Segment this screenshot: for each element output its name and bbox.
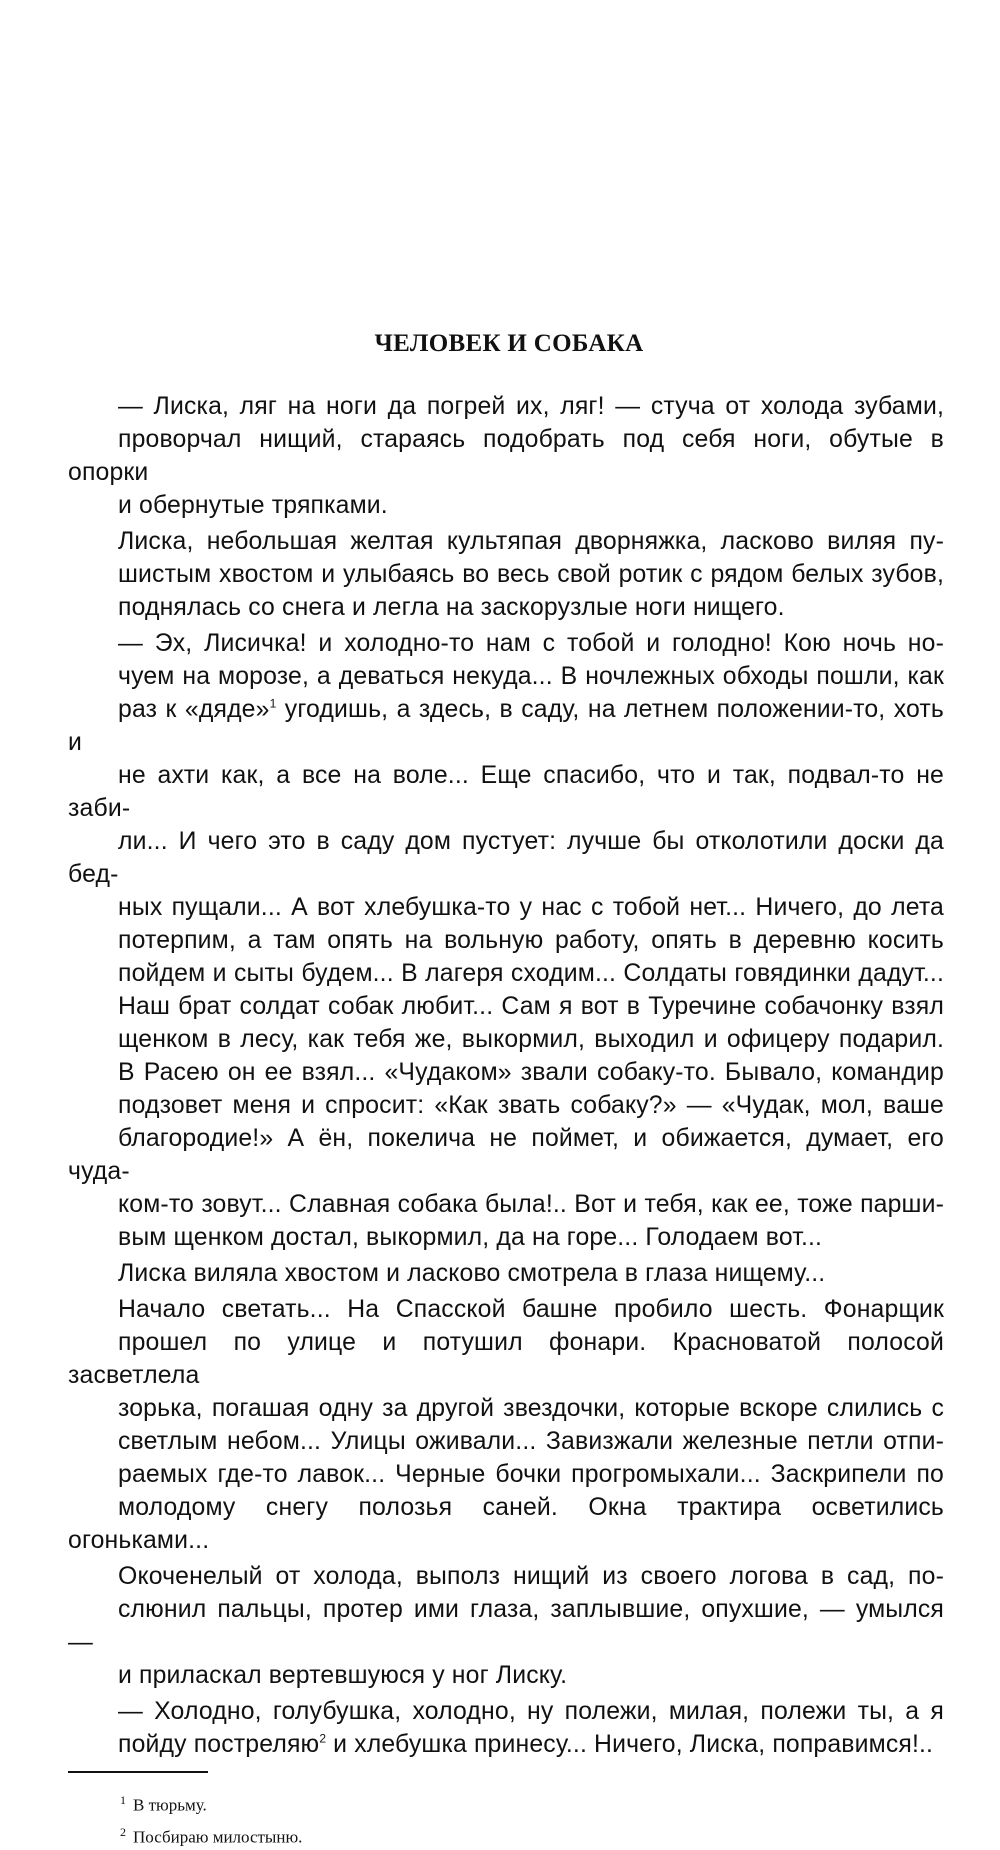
text-line: прошел по улице и потушил фонари. Красноватой полосой засветлела [68,1329,944,1389]
text-segment: угодишь, а здесь, в саду, на летнем положении-то, хоть и [68,696,944,756]
text-line: подзовет меня и спросит: «Как звать собаку?» — «Чудак, мол, ваше [118,1092,944,1119]
footnote-separator [68,1771,208,1773]
text-line: благородие!» А ён, покелича не поймет, и обижается, думает, его чуда- [68,1125,944,1185]
footnote [120,1787,944,1819]
footnote [120,1819,944,1850]
footnote-reference: 2 [319,1731,327,1746]
book-page [68,330,944,1850]
paragraph [68,1257,944,1290]
text-line: — Эх, Лисичка! и холодно-то нам с тобой и голодно! Кою ночь но- [118,630,944,657]
text-line: зорька, погашая одну за другой звездочки, которые вскоре слились с [118,1395,944,1422]
paragraph [68,1560,944,1692]
footnote-mark: 1 [120,1793,126,1807]
text-line: светлым небом... Улицы оживали... Завизжали железные петли отпи- [118,1428,944,1455]
text-line: и обернутые тряпками. [118,492,388,519]
text-line: раемых где-то лавок... Черные бочки прогромыхали... Заскрипели по [118,1461,944,1488]
text-line: Лиска, небольшая желтая культяпая дворняжка, ласково виляя пу- [118,528,944,555]
text-line [68,1728,944,1761]
text-line: Окоченелый от холода, выполз нищий из своего логова в сад, по- [118,1563,944,1590]
text-line: чуем на морозе, а деваться некуда... В ночлежных обходы пошли, как [118,663,944,690]
text-line: пойдем и сыты будем... В лагеря сходим... Солдаты говядинки дадут... [118,960,944,987]
text-line: ных пущали... А вот хлебушка-то у нас с тобой нет... Ничего, до лета [118,894,944,921]
text-line: щенком в лесу, как тебя же, выкормил, выходил и офицеру подарил. [118,1026,944,1053]
text-line: Лиска виляла хвостом и ласково смотрела в глаза нищему... [118,1260,826,1287]
text-line [68,693,944,759]
footnote-text: В тюрьму. [133,1795,207,1815]
paragraph [68,1695,944,1761]
footnote-reference: 1 [269,696,277,711]
text-line: шистым хвостом и улыбаясь во весь свой ротик с рядом белых зубов, [118,561,944,588]
text-line: потерпим, а там опять на вольную работу, опять в деревню косить [118,927,944,954]
text-segment: и хлебушка принесу... Ничего, Лиска, поправимся!.. [326,1731,934,1758]
paragraph [68,525,944,624]
text-line: слюнил пальцы, протер ими глаза, заплывшие, опухшие, — умылся — [68,1596,944,1656]
paragraph [68,1293,944,1557]
paragraph [68,390,944,522]
text-line: В Расею он ее взял... «Чудаком» звали собаку-то. Бывало, командир [118,1059,944,1086]
footnote-text: Посбираю милостыню. [133,1827,303,1847]
chapter-title: ЧЕЛОВЕК И СОБАКА [374,330,644,357]
text-line: не ахти как, а все на воле... Еще спасибо, что и так, подвал-то не заби- [68,762,944,822]
text-line: Начало светать... На Спасской башне пробило шесть. Фонарщик [118,1296,944,1323]
text-line: проворчал нищий, стараясь подобрать под себя ноги, обутые в опорки [68,426,944,486]
footnotes [68,1787,944,1850]
text-segment: раз к «дяде» [118,696,270,723]
text-line: Наш брат солдат собак любит... Сам я вот в Туречине собачонку взял [118,993,944,1020]
text-line: вым щенком достал, выкормил, да на горе... Голодаем вот... [118,1224,823,1251]
text-line: и приласкал вертевшуюся у ног Лиску. [118,1662,568,1689]
text-line: — Лиска, ляг на ноги да погрей их, ляг! — стуча от холода зубами, [118,393,944,420]
text-line: ли... И чего это в саду дом пустует: лучше бы отколотили доски да бед- [68,828,944,888]
story-text [68,390,944,1761]
text-line: поднялась со снега и легла на заскорузлые ноги нищего. [118,594,785,621]
text-segment: пойду постреляю [118,1731,320,1758]
paragraph [68,627,944,1254]
text-line: молодому снегу полозья саней. Окна трактира осветились огоньками... [68,1494,944,1554]
text-line: — Холодно, голубушка, холодно, ну полежи, милая, полежи ты, а я [118,1698,944,1725]
footnote-mark: 2 [120,1824,126,1839]
text-line: ком-то зовут... Славная собака была!.. Вот и тебя, как ее, тоже парши- [118,1191,944,1218]
